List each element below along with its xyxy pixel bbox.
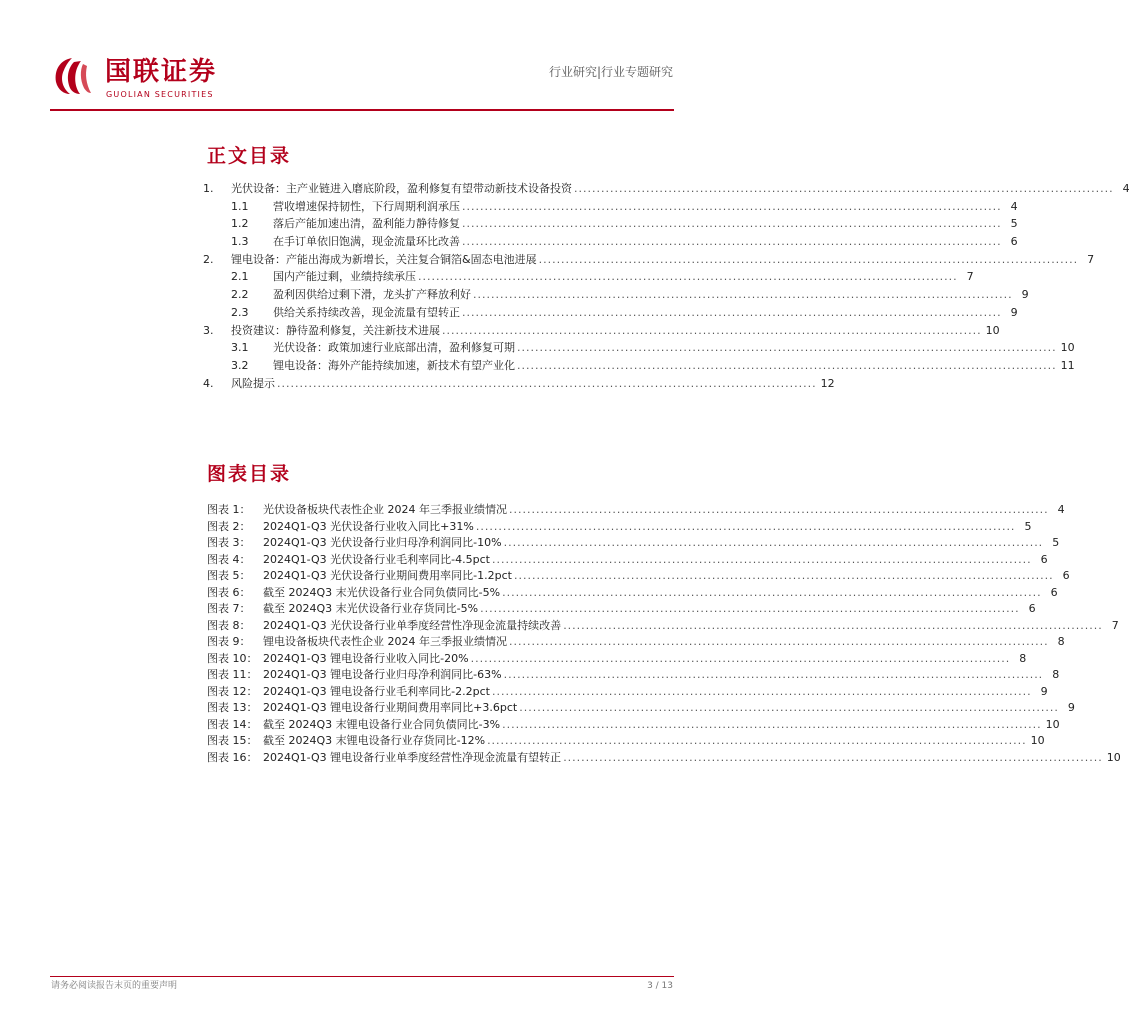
figure-entry-title: 截至 2024Q3 末光伏设备行业合同负债同比-5% <box>263 585 501 599</box>
toc-entry[interactable] <box>203 268 974 286</box>
toc-entry-number: 3.2 <box>231 358 249 372</box>
figure-entry-title: 2024Q1-Q3 光伏设备行业期间费用率同比-1.2pct <box>263 569 512 582</box>
figure-entry-title: 截至 2024Q3 末锂电设备行业存货同比-12% <box>263 734 486 747</box>
dot-leader: ........................................................................................................................ <box>503 668 1044 681</box>
toc-entry[interactable] <box>203 198 1018 216</box>
figure-entry-label: 图表 3： <box>207 536 251 549</box>
dot-leader: ........................................................................................................................ <box>574 182 1114 195</box>
toc-entry-page: 11 <box>1060 358 1075 372</box>
toc-entry-title: 在手订单依旧饱满，现金流量环比改善 <box>273 235 460 249</box>
figure-entry-label: 图表 5： <box>207 569 251 582</box>
figure-entry-title: 锂电设备板块代表性企业 2024 年三季报业绩情况 <box>263 635 507 648</box>
figure-entry-label: 图表 10： <box>207 651 258 665</box>
figure-entry[interactable] <box>207 651 1027 668</box>
toc-entry-page: 7 <box>966 270 974 284</box>
figure-entry-label: 图表 1： <box>207 503 251 516</box>
figure-entry-title: 2024Q1-Q3 光伏设备行业单季度经营性净现金流量持续改善 <box>263 618 562 632</box>
toc-entry-title: 锂电设备：产能出海成为新增长，关注复合铜箔&固态电池进展 <box>231 252 537 266</box>
dot-leader: ........................................................................................................................ <box>509 503 1049 516</box>
toc-entry-page: 9 <box>1010 305 1018 319</box>
figure-entry[interactable] <box>207 535 1060 552</box>
figure-entry[interactable] <box>207 618 1119 635</box>
toc-entry[interactable] <box>203 304 1018 322</box>
guolian-logo-icon <box>50 56 94 96</box>
figure-entry-title: 2024Q1-Q3 光伏设备行业收入同比+31% <box>263 519 474 533</box>
figure-entry-page: 8 <box>1057 635 1065 648</box>
toc-entry-number: 4. <box>203 376 214 390</box>
toc-entry[interactable] <box>203 286 1029 304</box>
page-header <box>0 0 724 115</box>
figure-entry-page: 10 <box>1030 734 1045 747</box>
figure-entry-title: 2024Q1-Q3 光伏设备行业毛利率同比-4.5pct <box>263 552 490 566</box>
dot-leader: ........................................................................................................................ <box>517 358 1057 372</box>
toc-entry-number: 1.1 <box>231 199 249 213</box>
toc-entry-number: 2.1 <box>231 270 249 284</box>
toc-entry-title: 落后产能加速出清，盈利能力静待修复 <box>273 217 460 231</box>
toc-entry-title: 盈利因供给过剩下滑，龙头扩产释放利好 <box>273 288 471 302</box>
figure-entry-title: 2024Q1-Q3 锂电设备行业归母净利润同比-63% <box>263 668 502 681</box>
dot-leader: ........................................................................................................................ <box>502 585 1042 599</box>
toc-entry-page: 5 <box>1010 217 1018 231</box>
toc-entry-page: 4 <box>1010 199 1018 213</box>
figure-entry-page: 7 <box>1111 618 1119 632</box>
toc-entry-number: 1.3 <box>231 235 249 249</box>
toc-entry[interactable] <box>203 233 1018 251</box>
toc-entry[interactable] <box>203 215 1018 233</box>
toc-entry[interactable] <box>203 375 835 393</box>
dot-leader: ........................................................................................................................ <box>475 519 1016 533</box>
figure-entry-page: 6 <box>1040 552 1048 566</box>
toc-entry-number: 3.1 <box>231 341 249 355</box>
dot-leader: ........................................................................................................................ <box>277 376 817 390</box>
figure-entry[interactable] <box>207 634 1065 651</box>
toc-entry-title: 风险提示 <box>231 376 275 390</box>
figure-entry-title: 截至 2024Q3 末锂电设备行业合同负债同比-3% <box>263 717 501 731</box>
figure-entry[interactable] <box>207 552 1048 569</box>
toc-entry[interactable] <box>203 339 1075 357</box>
figure-entry-title: 2024Q1-Q3 锂电设备行业毛利率同比-2.2pct <box>263 684 490 698</box>
figure-entry-page: 4 <box>1057 503 1065 516</box>
figure-entry[interactable] <box>207 667 1060 684</box>
toc-entry-title: 光伏设备：主产业链进入磨底阶段，盈利修复有望带动新技术设备投资 <box>231 182 572 195</box>
figure-entry[interactable] <box>207 502 1065 519</box>
figure-entry-page: 6 <box>1062 569 1070 582</box>
figure-entry[interactable] <box>207 684 1048 701</box>
toc-entry-number: 3. <box>203 323 214 337</box>
toc-entry-number: 2.2 <box>231 288 249 302</box>
toc-entry-title: 锂电设备：海外产能持续加速，新技术有望产业化 <box>273 358 515 372</box>
figure-entry-page: 6 <box>1050 585 1058 599</box>
dot-leader: ........................................................................................................................ <box>470 651 1011 665</box>
disclaimer-note: 请务必阅读报告末页的重要声明 <box>51 981 178 991</box>
figure-entry[interactable] <box>207 568 1070 585</box>
dot-leader: ........................................................................................................................ <box>503 536 1044 549</box>
toc-entry[interactable] <box>203 251 1095 269</box>
dot-leader: ........................................................................................................................ <box>487 734 1027 747</box>
figure-entry-page: 8 <box>1052 668 1060 681</box>
toc-entry[interactable] <box>203 180 1130 198</box>
toc-entry-number: 2.3 <box>231 305 249 319</box>
figure-entry-label: 图表 14： <box>207 717 258 731</box>
figure-entry-page: 5 <box>1052 536 1060 549</box>
toc-entry-page: 12 <box>820 376 835 390</box>
dot-leader: ........................................................................................................................ <box>442 323 982 337</box>
toc-entry-page: 6 <box>1010 235 1018 249</box>
figure-entry-label: 图表 9： <box>207 635 251 648</box>
toc-entry-page: 4 <box>1122 182 1130 195</box>
figure-entry[interactable] <box>207 733 1045 750</box>
toc-entry-title: 供给关系持续改善，现金流量有望转正 <box>273 305 460 319</box>
dot-leader: ........................................................................................................................ <box>418 270 958 284</box>
figure-entry-label: 图表 16： <box>207 750 258 764</box>
figure-entry-page: 8 <box>1019 651 1027 665</box>
toc-entry-page: 7 <box>1087 252 1095 266</box>
toc-entry-page: 10 <box>985 323 1000 337</box>
figure-entry[interactable] <box>207 717 1060 734</box>
figure-entry-label: 图表 13： <box>207 701 258 714</box>
dot-leader: ........................................................................................................................ <box>473 288 1013 302</box>
figure-entry-label: 图表 7： <box>207 602 251 615</box>
toc-entry-number: 1. <box>203 182 214 195</box>
figure-entry-title: 2024Q1-Q3 锂电设备行业收入同比-20% <box>263 651 469 665</box>
dot-leader: ........................................................................................................................ <box>513 569 1054 582</box>
figure-entry-page: 10 <box>1045 717 1060 731</box>
figure-entry[interactable] <box>207 519 1032 536</box>
figure-entry-page: 10 <box>1106 750 1121 764</box>
toc-entry-page: 9 <box>1021 288 1029 302</box>
toc-entry[interactable] <box>203 322 1000 340</box>
dot-leader: ........................................................................................................................ <box>563 618 1103 632</box>
figure-entry-title: 2024Q1-Q3 锂电设备行业期间费用率同比+3.6pct <box>263 701 518 714</box>
toc-entry-title: 投资建议：静待盈利修复，关注新技术进展 <box>231 323 440 337</box>
toc-entry-title: 营收增速保持韧性，下行周期利润承压 <box>273 199 460 213</box>
toc-entry-title: 光伏设备：政策加速行业底部出清，盈利修复可期 <box>273 341 515 355</box>
figure-entry[interactable] <box>207 601 1036 618</box>
figure-entry-page: 9 <box>1040 684 1048 698</box>
figure-entry-page: 6 <box>1028 602 1036 615</box>
toc-entry-number: 1.2 <box>231 217 249 231</box>
figure-entry-label: 图表 8： <box>207 618 251 632</box>
dot-leader: ........................................................................................................................ <box>491 552 1032 566</box>
dot-leader: ........................................................................................................................ <box>519 701 1059 714</box>
figure-entry-label: 图表 15： <box>207 734 258 747</box>
dot-leader: ........................................................................................................................ <box>480 602 1020 615</box>
figure-entry-page: 9 <box>1067 701 1075 714</box>
dot-leader: ........................................................................................................................ <box>462 217 1002 231</box>
page-number: 3 / 13 <box>647 981 673 991</box>
figure-entry-label: 图表 6： <box>207 585 251 599</box>
figure-list <box>207 502 1121 766</box>
dot-leader: ........................................................................................................................ <box>502 717 1042 731</box>
dot-leader: ........................................................................................................................ <box>491 684 1032 698</box>
header-divider <box>50 109 674 111</box>
brand-name: 国联证券 <box>105 57 218 87</box>
footer-divider <box>50 976 674 977</box>
toc-title: 正文目录 <box>207 145 292 167</box>
table-of-contents <box>203 180 1130 392</box>
figure-entry-label: 图表 12： <box>207 684 258 698</box>
figure-entry[interactable] <box>207 750 1121 767</box>
toc-entry-number: 2. <box>203 252 214 266</box>
figure-entry[interactable] <box>207 585 1058 602</box>
figure-entry-label: 图表 11： <box>207 668 258 681</box>
figure-entry-title: 2024Q1-Q3 光伏设备行业归母净利润同比-10% <box>263 536 502 549</box>
figure-entry[interactable] <box>207 700 1075 717</box>
brand-name-english: GUOLIAN SECURITIES <box>106 90 214 99</box>
dot-leader: ........................................................................................................................ <box>563 750 1103 764</box>
figure-entry-label: 图表 2： <box>207 519 251 533</box>
dot-leader: ........................................................................................................................ <box>517 341 1057 355</box>
figure-entry-label: 图表 4： <box>207 552 251 566</box>
dot-leader: ........................................................................................................................ <box>509 635 1049 648</box>
figure-list-title: 图表目录 <box>207 463 292 485</box>
report-category: 行业研究|行业专题研究 <box>548 65 673 79</box>
toc-entry-title: 国内产能过剩，业绩持续承压 <box>273 270 416 284</box>
dot-leader: ........................................................................................................................ <box>462 235 1002 249</box>
figure-entry-title: 截至 2024Q3 末光伏设备行业存货同比-5% <box>263 602 479 615</box>
toc-entry-page: 10 <box>1060 341 1075 355</box>
dot-leader: ........................................................................................................................ <box>462 199 1002 213</box>
dot-leader: ........................................................................................................................ <box>462 305 1002 319</box>
figure-entry-page: 5 <box>1024 519 1032 533</box>
toc-entry[interactable] <box>203 357 1075 375</box>
dot-leader: ........................................................................................................................ <box>538 252 1079 266</box>
figure-entry-title: 光伏设备板块代表性企业 2024 年三季报业绩情况 <box>263 503 507 516</box>
figure-entry-title: 2024Q1-Q3 锂电设备行业单季度经营性净现金流量有望转正 <box>263 750 562 764</box>
